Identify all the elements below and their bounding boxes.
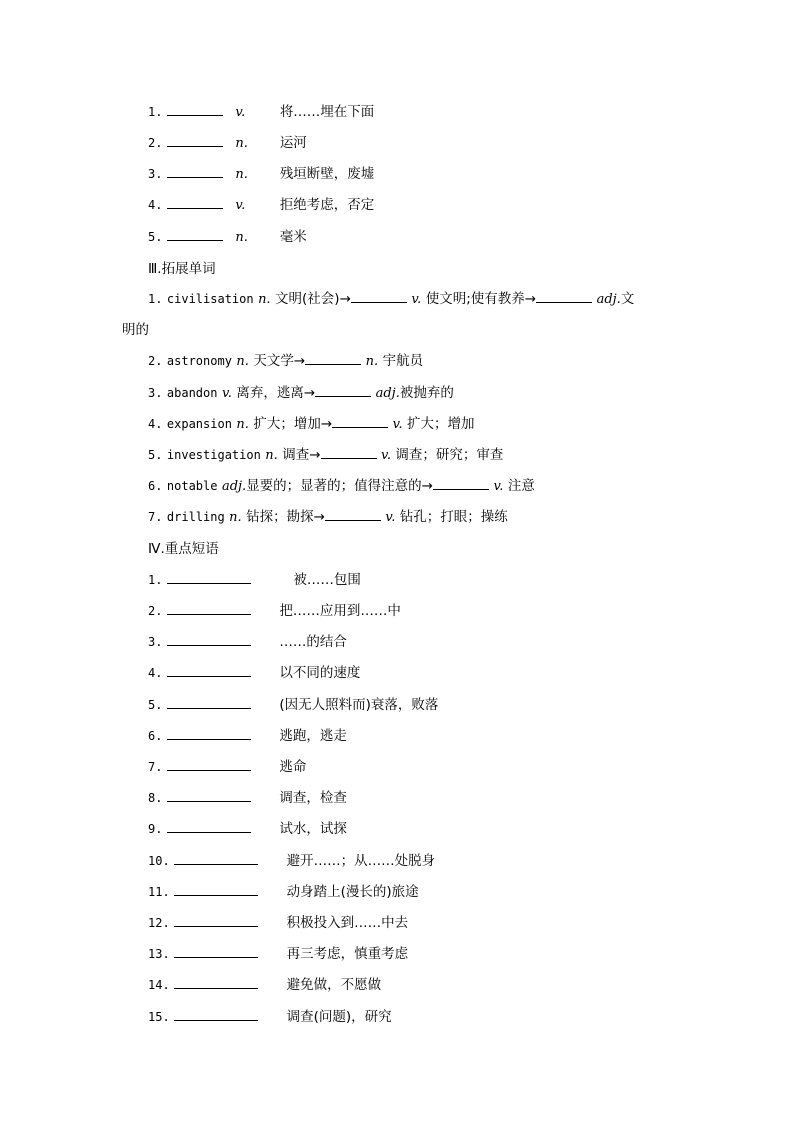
base-word: investigation xyxy=(166,448,261,462)
phrase-item xyxy=(148,852,435,870)
part-of-speech: v. xyxy=(392,417,403,432)
meaning: 避免做，不愿做 xyxy=(286,977,382,993)
expansion-item xyxy=(148,384,454,403)
item-number: 6. xyxy=(148,479,163,493)
expansion-item xyxy=(148,290,634,309)
answer-blank[interactable] xyxy=(167,602,251,615)
answer-blank[interactable] xyxy=(351,290,407,303)
answer-blank[interactable] xyxy=(315,384,371,397)
item-number: 5. xyxy=(148,230,163,244)
item-number: 4. xyxy=(148,417,163,431)
base-word: civilisation xyxy=(166,292,254,306)
meaning: 调查，检查 xyxy=(279,790,347,806)
meaning: 注意 xyxy=(507,478,535,494)
meaning: 扩大；增加 xyxy=(407,416,475,432)
answer-blank[interactable] xyxy=(167,727,251,740)
phrase-item xyxy=(148,664,360,682)
item-number: 7. xyxy=(148,510,163,524)
answer-blank[interactable] xyxy=(167,820,251,833)
meaning: 钻孔；打眼；操练 xyxy=(399,509,508,525)
expansion-item xyxy=(148,446,503,465)
phrase-item xyxy=(148,696,438,714)
phrase-item xyxy=(148,914,408,932)
answer-blank[interactable] xyxy=(167,664,251,677)
part-of-speech: v. xyxy=(385,510,396,525)
answer-blank[interactable] xyxy=(167,228,223,241)
item-number: 5. xyxy=(148,698,163,712)
part-of-speech: n. xyxy=(229,510,242,525)
base-word: drilling xyxy=(166,510,225,524)
item-number: 2. xyxy=(148,604,163,618)
meaning: 钻探；勘探→ xyxy=(246,509,325,525)
part-of-speech: n. xyxy=(258,292,271,307)
item-number: 6. xyxy=(148,729,163,743)
answer-blank[interactable] xyxy=(174,852,258,865)
vocab-item xyxy=(148,103,374,122)
answer-blank[interactable] xyxy=(305,352,361,365)
item-number: 1. xyxy=(148,105,163,119)
meaning: 调查(问题)，研究 xyxy=(286,1009,392,1025)
answer-blank[interactable] xyxy=(167,134,223,147)
phrase-item xyxy=(148,945,408,963)
item-number: 3. xyxy=(148,386,163,400)
meaning: 调查→ xyxy=(282,447,321,463)
part-of-speech: n. xyxy=(265,448,278,463)
base-word: notable xyxy=(166,479,218,493)
part-of-speech: adj. xyxy=(596,292,621,307)
meaning: 积极投入到……中去 xyxy=(286,915,409,931)
meaning: 动身踏上(漫长的)旅途 xyxy=(286,884,419,900)
item-number: 10. xyxy=(148,854,170,868)
base-word: astronomy xyxy=(166,354,232,368)
item-number: 5. xyxy=(148,448,163,462)
phrase-item xyxy=(148,1008,392,1026)
meaning: 显要的；显著的；值得注意的→ xyxy=(246,478,433,494)
item-number: 14. xyxy=(148,978,170,992)
section-title: Ⅲ.拓展单词 xyxy=(148,261,216,277)
meaning: 扩大；增加→ xyxy=(253,416,333,432)
meaning: 逃跑，逃走 xyxy=(279,728,347,744)
answer-blank[interactable] xyxy=(174,914,258,927)
expansion-item xyxy=(148,352,423,371)
meaning: 拒绝考虑，否定 xyxy=(279,197,375,213)
phrase-item xyxy=(148,633,347,651)
expansion-item xyxy=(148,477,535,496)
part-of-speech: v. xyxy=(235,105,246,120)
vocab-item xyxy=(148,196,374,215)
vocab-item xyxy=(148,165,374,184)
meaning: 运河 xyxy=(279,135,307,151)
meaning: 毫米 xyxy=(279,229,307,245)
part-of-speech: n. xyxy=(236,354,249,369)
phrase-item xyxy=(148,883,419,901)
item-number: 9. xyxy=(148,822,163,836)
item-number: 12. xyxy=(148,916,170,930)
item-number: 15. xyxy=(148,1010,170,1024)
item-number: 3. xyxy=(148,167,163,181)
answer-blank[interactable] xyxy=(167,758,251,771)
part-of-speech: v. xyxy=(221,386,232,401)
item-number: 3. xyxy=(148,635,163,649)
item-number: 8. xyxy=(148,791,163,805)
item-number: 4. xyxy=(148,198,163,212)
answer-blank[interactable] xyxy=(174,1008,258,1021)
answer-blank[interactable] xyxy=(332,415,388,428)
part-of-speech: v. xyxy=(381,448,391,463)
part-of-speech: v. xyxy=(493,479,504,494)
answer-blank[interactable] xyxy=(174,883,258,896)
part-of-speech: adj. xyxy=(221,479,247,494)
meaning: 离弃，逃离→ xyxy=(236,385,316,401)
vocab-item xyxy=(148,134,307,153)
meaning: 避开……；从……处脱身 xyxy=(286,853,436,869)
part-of-speech: n. xyxy=(235,136,248,151)
answer-blank[interactable] xyxy=(325,508,381,521)
meaning: 把……应用到……中 xyxy=(279,603,401,619)
item-number: 1. xyxy=(148,292,163,306)
meaning: 使文明;使有教养→ xyxy=(425,291,537,307)
meaning: 文 xyxy=(620,291,635,307)
answer-blank[interactable] xyxy=(167,165,223,178)
section-title: Ⅳ.重点短语 xyxy=(148,541,219,557)
meaning: 宇航员 xyxy=(382,353,424,369)
meaning: ……的结合 xyxy=(279,634,347,650)
phrase-item xyxy=(148,758,306,776)
phrase-item xyxy=(148,602,401,620)
item-number: 13. xyxy=(148,947,170,961)
phrase-item xyxy=(148,976,381,994)
expansion-item xyxy=(148,415,475,434)
answer-blank[interactable] xyxy=(174,945,258,958)
meaning: 文明(社会)→ xyxy=(275,291,351,307)
answer-blank[interactable] xyxy=(174,976,258,989)
meaning: 天文学→ xyxy=(253,353,306,369)
meaning: 试水，试探 xyxy=(279,821,347,837)
answer-blank[interactable] xyxy=(167,696,251,709)
part-of-speech: n. xyxy=(235,167,248,182)
answer-blank[interactable] xyxy=(167,571,251,584)
phrase-item xyxy=(148,820,347,838)
phrase-item xyxy=(148,571,361,589)
item-number: 11. xyxy=(148,885,170,899)
meaning: 调查；研究；审查 xyxy=(395,447,504,463)
part-of-speech: v. xyxy=(235,198,246,213)
meaning: 逃命 xyxy=(279,759,307,775)
item-number: 1. xyxy=(148,573,163,587)
answer-blank[interactable] xyxy=(167,789,251,802)
meaning: 残垣断壁，废墟 xyxy=(279,166,375,182)
part-of-speech: adj. xyxy=(375,386,400,401)
phrase-item xyxy=(148,727,347,745)
meaning: 以不同的速度 xyxy=(279,665,361,681)
item-number: 2. xyxy=(148,136,163,150)
base-word: abandon xyxy=(166,386,218,400)
meaning: 被……包围 xyxy=(293,572,361,588)
answer-blank[interactable] xyxy=(167,196,223,209)
phrase-item xyxy=(148,789,347,807)
meaning: 将……埋在下面 xyxy=(279,104,375,120)
answer-blank[interactable] xyxy=(321,446,377,459)
answer-blank[interactable] xyxy=(536,290,592,303)
part-of-speech: n. xyxy=(365,354,379,369)
item-number: 4. xyxy=(148,666,163,680)
answer-blank[interactable] xyxy=(433,477,489,490)
part-of-speech: n. xyxy=(236,417,249,432)
meaning-continuation: 明的 xyxy=(122,322,149,338)
vocab-item xyxy=(148,228,307,247)
meaning: 被抛弃的 xyxy=(399,385,454,401)
part-of-speech: n. xyxy=(235,230,248,245)
item-number: 2. xyxy=(148,354,163,368)
meaning: 再三考虑，慎重考虑 xyxy=(286,946,409,962)
answer-blank[interactable] xyxy=(167,633,251,646)
meaning: (因无人照料而)衰落，败落 xyxy=(279,697,439,713)
base-word: expansion xyxy=(166,417,232,431)
answer-blank[interactable] xyxy=(167,103,223,116)
expansion-item xyxy=(148,508,508,527)
part-of-speech: v. xyxy=(411,292,422,307)
item-number: 7. xyxy=(148,760,163,774)
